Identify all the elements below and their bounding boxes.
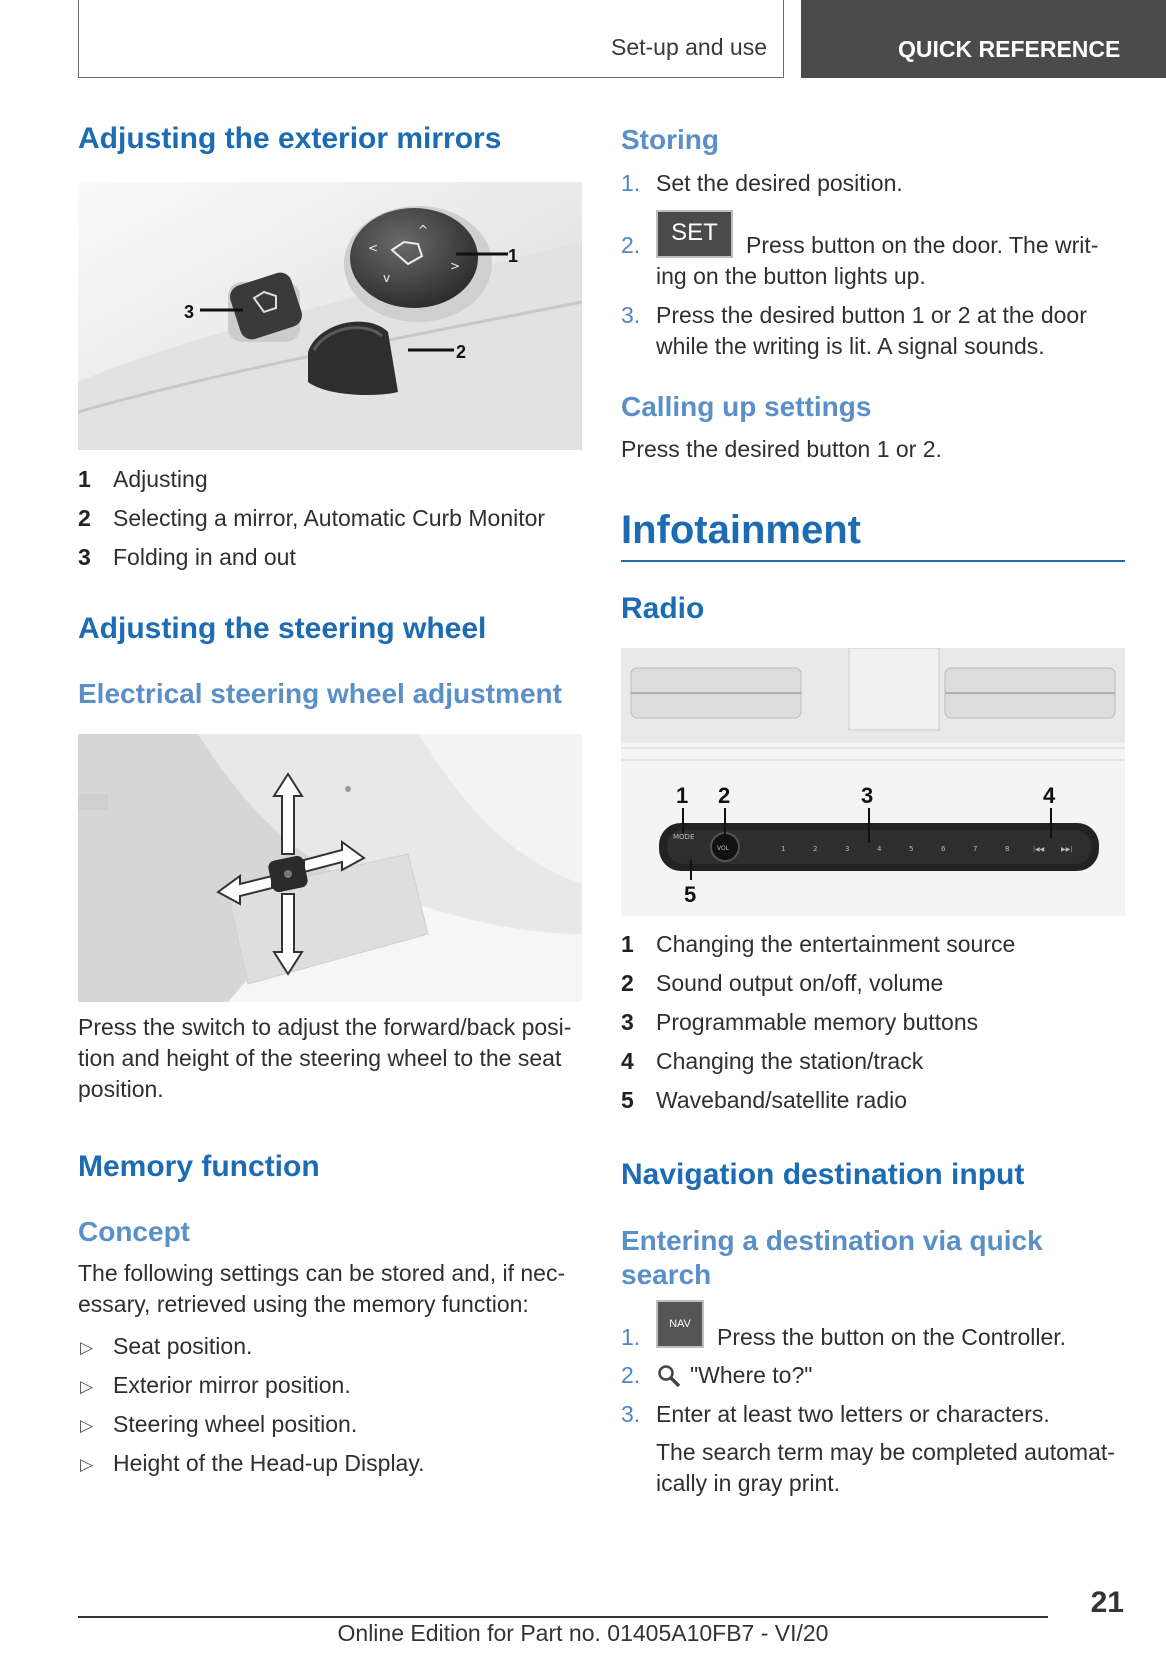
radio-heading: Radio	[621, 592, 705, 625]
radio-callout-3: 3	[861, 783, 874, 808]
nav-note: The search term may be completed automat- ically in gray print.	[656, 1439, 1115, 1496]
mirror-controls-illustration	[78, 182, 582, 450]
preset-6-label: 6	[941, 845, 946, 853]
page-number: 21	[1090, 1586, 1124, 1619]
mirror-callout-1: 1	[508, 246, 519, 266]
radio-callout-2: 2	[718, 783, 731, 808]
set-button-icon: SET	[656, 210, 733, 258]
triangle-bullet-icon: ▷	[80, 1338, 94, 1357]
concept-heading: Concept	[78, 1216, 190, 1247]
navigation-heading: Navigation destination input	[621, 1158, 1025, 1191]
preset-1-label: 1	[781, 845, 786, 853]
calling-heading: Calling up settings	[621, 391, 872, 422]
quick-reference-tab[interactable]: QUICK REFERENCE	[801, 0, 1166, 78]
storing-heading: Storing	[621, 124, 719, 155]
svg-text:>: >	[450, 259, 461, 273]
mirrors-heading: Adjusting the exterior mirrors	[78, 122, 502, 155]
vol-label: VOL	[717, 845, 730, 852]
calling-body: Press the desired button 1 or 2.	[621, 436, 942, 462]
preset-2-label: 2	[813, 845, 818, 853]
radio-callout-1: 1	[676, 783, 689, 808]
preset-4-label: 4	[877, 845, 882, 853]
infotainment-heading: Infotainment	[621, 508, 861, 552]
header-section-title: Set-up and use	[610, 34, 767, 60]
radio-panel-illustration	[621, 648, 1125, 916]
nav-button-icon: NAV	[656, 1300, 704, 1348]
quick-search-heading: Entering a destination via quick search	[621, 1225, 1043, 1290]
header-box	[78, 0, 784, 78]
memory-heading: Memory function	[78, 1150, 320, 1183]
preset-8-label: 8	[1005, 845, 1010, 853]
triangle-bullet-icon: ▷	[80, 1377, 94, 1396]
preset-3-label: 3	[845, 845, 850, 853]
steering-subheading: Electrical steering wheel adjustment	[78, 678, 562, 709]
svg-text:^: ^	[418, 223, 429, 237]
manual-page: Set-up and use QUICK REFERENCE Adjusting the exterior mirrors < > ^ v 1 2 3 1 Adjusting 2 Selecting a mirror, Automatic Curb Monitor 3 Folding in and out Adjusting the steering wheel Electrical steering wheel adjustment Press the switch to adjust the forward/back posi- tion and height of the steering wheel to the seat position. Memory function Concept The following settings can be stored and, if nec- essary, retrieved using the memory function: ▷ Seat position. ▷ Exterior mirror position. ▷ Steering wheel position. ▷ Height of the Head-up Display. Storing 1. Set the desired position. SET 2. Press button on the door. The writ- ing on the button lights up. 3. Press the desired button 1 or 2 at the door while the writing is lit. A signal sounds. Calling up settings Press the desired button 1 or 2. Infotainment Radio MODE VOL 1 2 3 4 5 6 7 8 |◀◀ ▶▶| 1 2 3 4 5 1 Changing the entertainment source 2 Sound output on/off, volume 3 Programmable memory buttons 4 Changing the station/track 5 Waveband/satellite radio Navigation destination input Entering a destination via quick search NAV 1. Press the button on the Controller. 2. "Where to?" 3. Enter at least two letters or characters. The search term may be completed automat- ically in gray print. 21 Online Edition for Part no. 01405A10FB7 - VI/20	[0, 0, 1166, 1654]
radio-callout-4: 4	[1043, 783, 1056, 808]
prev-track-label: |◀◀	[1033, 846, 1045, 853]
radio-callout-5: 5	[684, 882, 697, 907]
preset-5-label: 5	[909, 845, 914, 853]
svg-text:v: v	[383, 271, 391, 285]
footer-edition: Online Edition for Part no. 01405A10FB7 - VI/20	[337, 1620, 829, 1646]
steering-heading: Adjusting the steering wheel	[78, 612, 487, 645]
mirror-callout-3: 3	[184, 302, 195, 322]
triangle-bullet-icon: ▷	[80, 1455, 94, 1474]
search-icon	[657, 1364, 681, 1388]
triangle-bullet-icon: ▷	[80, 1416, 94, 1435]
steering-switch-illustration	[78, 734, 582, 1002]
concept-body: The following settings can be stored and, if nec- essary, retrieved using the memory function:	[78, 1260, 566, 1317]
steering-body: Press the switch to adjust the forward/back posi- tion and height of the steering wheel to the seat position.	[78, 1014, 572, 1102]
next-track-label: ▶▶|	[1061, 846, 1073, 853]
svg-text:<: <	[368, 241, 379, 255]
mode-label: MODE	[673, 833, 695, 841]
preset-7-label: 7	[973, 845, 978, 853]
section-rule	[621, 560, 1125, 562]
footer-rule	[78, 1616, 1048, 1618]
mirror-callout-2: 2	[456, 342, 467, 362]
